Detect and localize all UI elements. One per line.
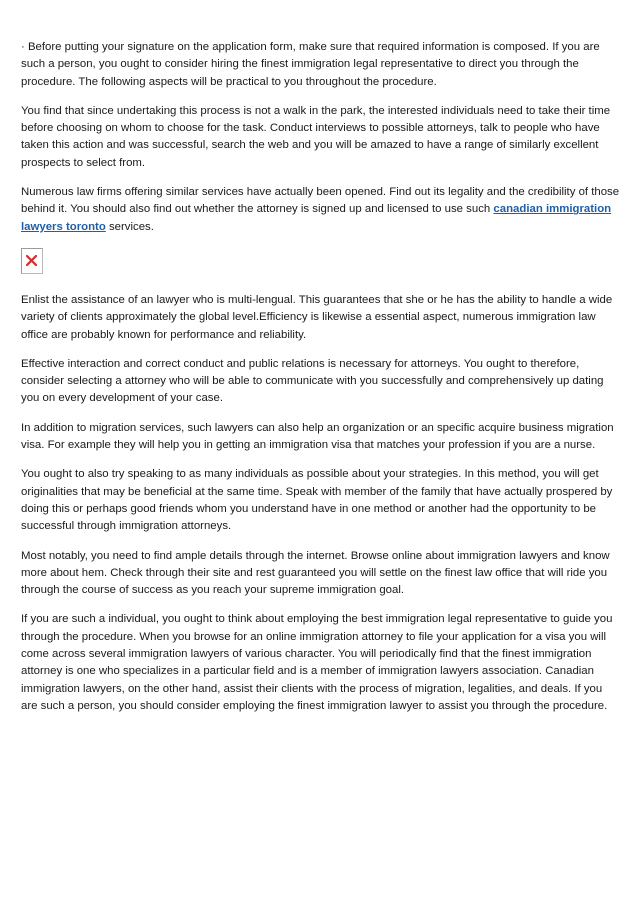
immigration-lawyers-link[interactable]: canadian immigration lawyers toronto: [21, 203, 612, 233]
paragraph-business-visa: In addition to migration services, such lawyers can also help an organization or an specific acquire business migration visa. For example they will help you in getting an immigration visa that matches your profession if you are a nurse.: [21, 421, 614, 452]
paragraph-strategies: You ought to also try speaking to as many individuals as possible about your strategies. In this method, you will get originalities that may be beneficial at the same time. Speak with member of the family that have actually prospered by doing this or perhaps good friends whom you understand have in one method or another had the opportunity to be successful through immigration attorneys.: [21, 468, 613, 533]
paragraph-interaction: Effective interaction and correct conduct and public relations is necessary for attorneys. You ought to therefore, consider selecting a attorney who will be able to communicate with you successfully and comprehensively up dating you on every development of your case.: [21, 357, 604, 405]
paragraph-conclusion: If you are such a individual, you ought to think about employing the best immigration legal representative to guide you through the procedure. When you browse for an online immigration attorney to file your application for a visa you will come across several immigration lawyers of various character. You will periodically find that the finest immigration attorney is one who specializes in a particular field and is a member of immigration lawyers association. Canadian immigration lawyers, on the other hand, assist their clients with the process of migration, legalities, and deals. If you are such a person, you should consider employing the finest immigration lawyer to assist you through the procedure.: [21, 613, 613, 712]
paragraph-signature: · Before putting your signature on the application form, make sure that required information is composed. If you are such a person, you ought to consider hiring the finest immigration legal representative to direct you through the procedure. The following aspects will be practical to you throughout the procedure.: [21, 41, 600, 88]
law-firms-text-end: services.: [105, 220, 154, 233]
paragraph-multilingual: Enlist the assistance of an lawyer who is multi-lengual. This guarantees that she or he has the ability to handle a wide variety of clients approximately the global level.Efficiency is likewise a essential aspect, numerous immigration law office are probably known for performance and reliability.: [21, 293, 613, 341]
document-page: [21, 39, 620, 727]
broken-image-icon: [26, 255, 37, 266]
broken-image-placeholder: [21, 248, 43, 274]
paragraph-time: You find that since undertaking this process is not a walk in the park, the interested individuals need to take their time before choosing on whom to choose for the task. Conduct interviews to possible attorneys, talk to people who have taken this action and was successful, search the web and you will be amazed to have a range of similarly excellent prospects to select from.: [21, 104, 611, 169]
paragraph-law-firms: [21, 184, 620, 236]
law-firms-text: Numerous law firms offering similar services have actually been opened. Find out its legality and the credibility of those behind it. You should also find out whether the attorney is signed up and licensed to use such: [21, 186, 620, 216]
paragraph-internet: Most notably, you need to find ample details through the internet. Browse online about immigration lawyers and know more about hem. Check through their site and rest guaranteed you will settle on the finest law office that will ride you through the course of success as you reach your supreme immigration goal.: [21, 549, 610, 597]
